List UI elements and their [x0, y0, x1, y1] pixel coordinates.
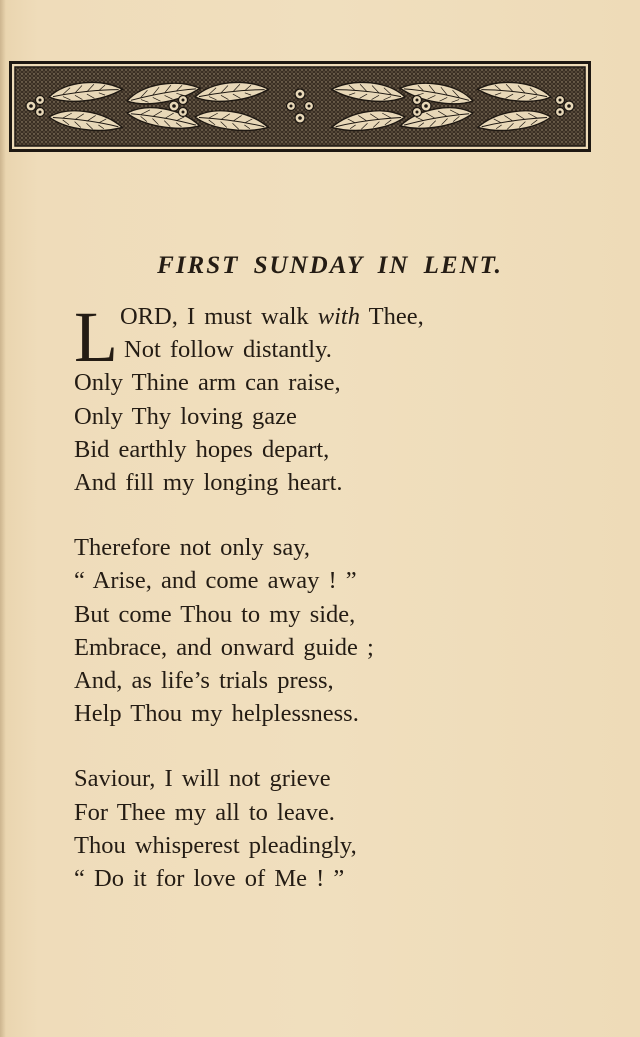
- poem-line: Therefore not only say,: [74, 534, 310, 562]
- poem-line: Embrace, and onward guide ;: [74, 633, 374, 661]
- poem-line: Saviour, I will not grieve: [74, 765, 331, 793]
- poem-line-emphasis: with: [317, 303, 360, 330]
- drop-cap: L: [74, 297, 118, 377]
- poem-line: Help Thou my helplessness.: [74, 700, 359, 728]
- poem-line: For Thee my all to leave.: [74, 798, 335, 826]
- poem-line: Not follow distantly.: [124, 336, 332, 364]
- stanza-3: [74, 762, 594, 895]
- leaf-and-berry-border-ornament-icon: [9, 61, 591, 152]
- poem-line: Only Thine arm can raise,: [74, 369, 341, 397]
- stanza-1: [74, 297, 594, 499]
- poem-line: But come Thou to my side,: [74, 600, 356, 628]
- poem-title: [0, 252, 590, 280]
- poem-line-start: ORD, I must walk: [119, 303, 318, 330]
- poem-line: “ Do it for love of Me ! ”: [74, 865, 345, 893]
- poem-line: Thou whisperest pleadingly,: [74, 831, 357, 859]
- poem-body: [74, 297, 594, 895]
- poem-line-end: Thee,: [360, 303, 424, 330]
- poem-line: [74, 300, 594, 333]
- stanza-2: [74, 531, 594, 730]
- poem-line: And, as life’s trials press,: [74, 667, 334, 695]
- poem-line: “ Arise, and come away ! ”: [74, 567, 357, 595]
- poem-title-text: FIRST SUNDAY IN LENT.: [157, 252, 503, 279]
- page-edge-shadow: [0, 0, 6, 1037]
- poem-line: Only Thy loving gaze: [74, 402, 297, 430]
- poem-line: Bid earthly hopes depart,: [74, 435, 330, 463]
- poem-line: And fill my longing heart.: [74, 469, 343, 497]
